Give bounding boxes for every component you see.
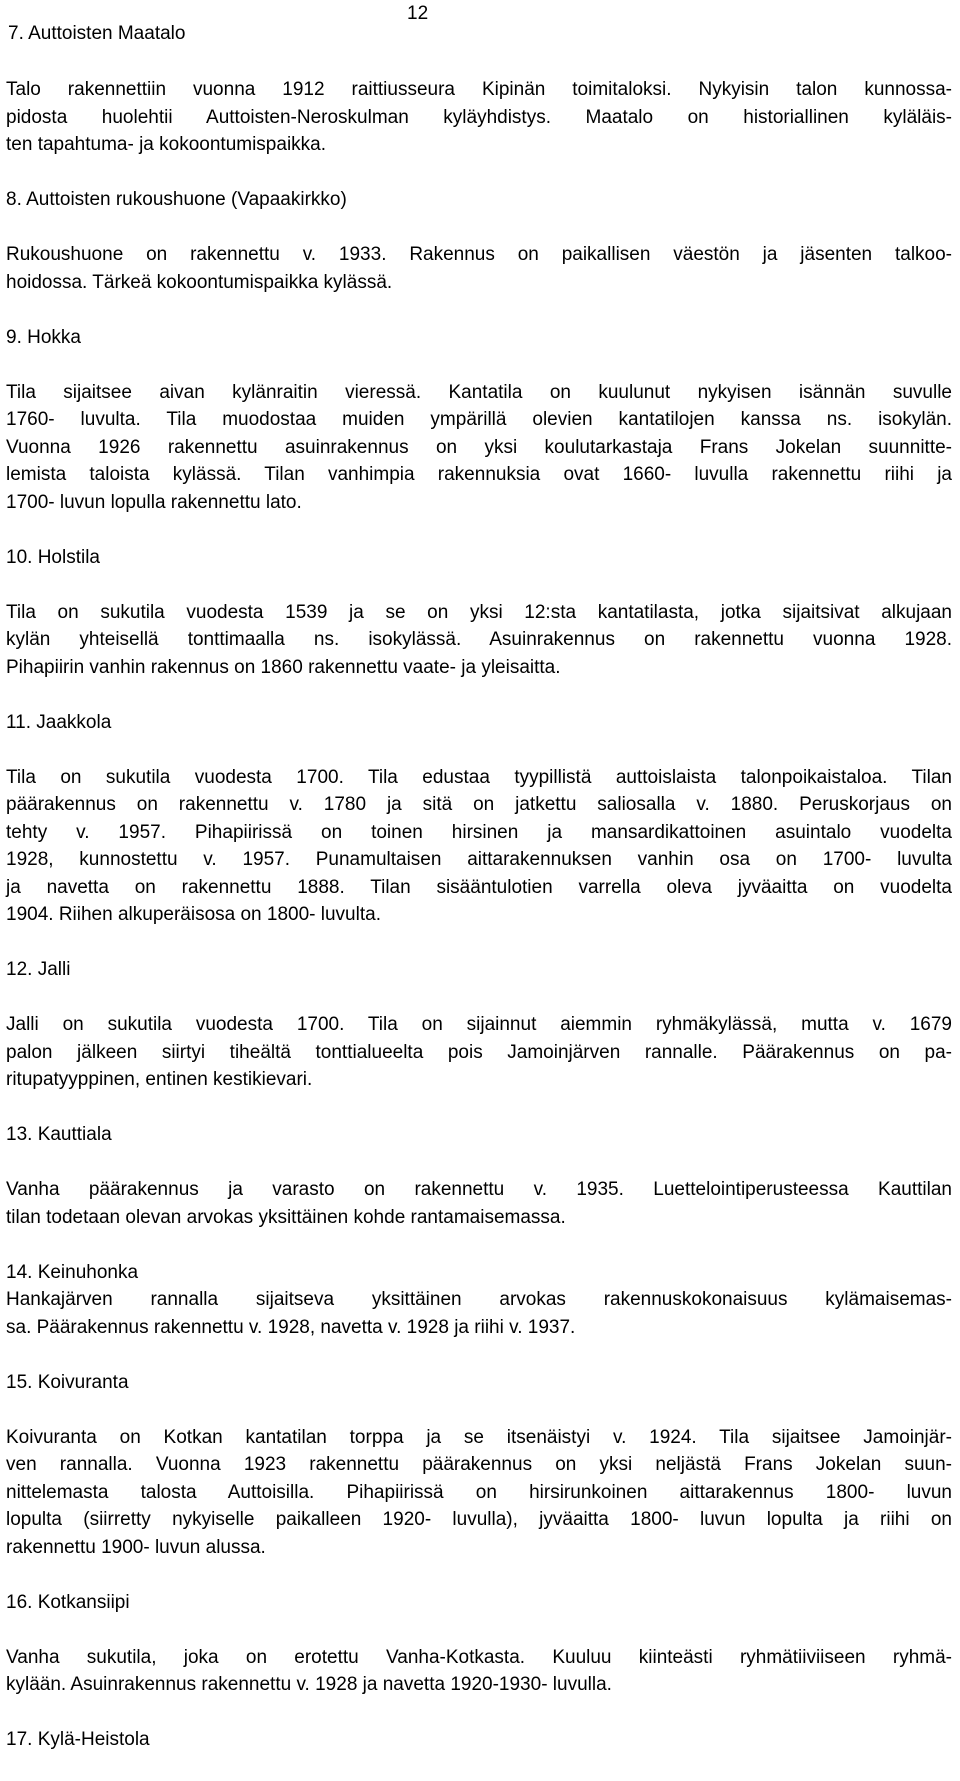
paragraph-line: ten tapahtuma- ja kokoontumispaikka. [6,134,327,155]
paragraph-line: Vanha sukutila, joka on erotettu Vanha-Kotkasta. Kuuluu kiinteästi ryhmätiiviiseen ryhmä- [6,1646,952,1668]
paragraph-line: Pihapiirin vanhin rakennus on 1860 rakennettu vaate- ja yleisaitta. [6,656,561,678]
paragraph-line: Tila sijaitsee aivan kylänraitin vieressä. Kantatila on kuulunut nykyisen isännän suvulle [6,381,952,403]
section-heading: 10. Holstila [6,546,100,568]
section-heading: 8. Auttoisten rukoushuone (Vapaakirkko) [6,189,347,210]
paragraph-line: kylään. Asuinrakennus rakennettu v. 1928 ja navetta 1920-1930- luvulla. [6,1674,612,1695]
section-paragraph [6,599,952,682]
section-paragraph [6,241,952,296]
section-heading: 12. Jalli [6,959,71,980]
paragraph-line: Tila on sukutila vuodesta 1700. Tila edustaa tyypillistä auttoislaista talonpoikaistaloa. Tilan [6,766,952,788]
paragraph-line: ja navetta on rakennettu 1888. Tilan sisääntulotien varrella oleva jyväaitta on vuodelta [6,876,952,898]
section-paragraph [6,76,952,159]
paragraph-line: 1760- luvulta. Tila muodostaa muiden ympärillä olevien kantatilojen kanssa ns. isokylän. [6,409,952,430]
paragraph-line: Rukoushuone on rakennettu v. 1933. Rakennus on paikallisen väestön ja jäsenten talkoo- [6,244,952,265]
paragraph-line: Koivuranta on Kotkan kantatilan torppa ja se itsenäistyi v. 1924. Tila sijaitsee Jamoinjär- [6,1426,952,1448]
paragraph-line: Hankajärven rannalla sijaitseva yksittäinen arvokas rakennuskokonaisuus kylämaisemas- [6,1289,952,1310]
paragraph-line: ritupatyyppinen, entinen kestikievari. [6,1069,313,1090]
paragraph-line: Talo rakennettiin vuonna 1912 raittiusseura Kipinän toimitaloksi. Nykyisin talon kunnossa- [6,79,952,100]
paragraph-line: lopulta (siirretty nykyiselle paikalleen 1920- luvulla), jyväaitta 1800- luvun lopulta ja riihi on [6,1509,952,1530]
section-heading: 9. Hokka [6,326,81,348]
section-paragraph [6,1286,952,1341]
paragraph-line: tehty v. 1957. Pihapiirissä on toinen hirsinen ja mansardikattoinen asuintalo vuodelta [6,821,952,843]
section-heading: 13. Kauttiala [6,1124,112,1145]
paragraph-line: Jalli on sukutila vuodesta 1700. Tila on sijainnut aiemmin ryhmäkylässä, mutta v. 1679 [6,1014,952,1035]
paragraph-line: Vanha päärakennus ja varasto on rakennettu v. 1935. Luettelointiperusteessa Kauttilan [6,1179,952,1200]
paragraph-line: ven rannalla. Vuonna 1923 rakennettu päärakennus on yksi neljästä Frans Jokelan suun- [6,1454,952,1475]
page-number: 12 [407,3,429,24]
paragraph-line: hoidossa. Tärkeä kokoontumispaikka kylässä. [6,271,393,293]
section-paragraph [6,1176,952,1231]
paragraph-line: Tila on sukutila vuodesta 1539 ja se on yksi 12:sta kantatilasta, jotka sijaitsivat alkujaan [6,601,952,623]
paragraph-line: tilan todetaan olevan arvokas yksittäinen kohde rantamaisemassa. [6,1206,566,1228]
paragraph-line: lemista taloista kylässä. Tilan vanhimpia rakennuksia ovat 1660- luvulla rakennettu riihi ja [6,464,952,485]
paragraph-line: 1700- luvun lopulla rakennettu lato. [6,491,302,513]
section-paragraph [6,1644,952,1699]
paragraph-line: kylän yhteisellä tonttimaalla ns. isokylässä. Asuinrakennus on rakennettu vuonna 1928. [6,629,952,650]
section-heading: 15. Koivuranta [6,1371,129,1393]
paragraph-line: nittelemasta talosta Auttoisilla. Pihapiirissä on hirsirunkoinen aittarakennus 1800- luvun [6,1481,952,1503]
section-paragraph [6,1011,952,1094]
section-heading: 16. Kotkansiipi [6,1591,130,1613]
paragraph-line: päärakennus on rakennettu v. 1780 ja sitä on jatkettu saliosalla v. 1880. Peruskorjaus on [6,794,952,815]
section-paragraph [6,379,952,517]
paragraph-line: pidosta huolehtii Auttoisten-Neroskulman kyläyhdistys. Maatalo on historiallinen kyläläis- [6,106,952,128]
section-heading: 17. Kylä-Heistola [6,1729,150,1750]
section-paragraph [6,764,952,929]
section-heading: 14. Keinuhonka [6,1261,139,1283]
paragraph-line: Vuonna 1926 rakennettu asuinrakennus on yksi koulutarkastaja Frans Jokelan suunnitte- [6,436,952,458]
paragraph-line: 1904. Riihen alkuperäisosa on 1800- luvulta. [6,904,381,925]
paragraph-line: 1928, kunnostettu v. 1957. Punamultaisen aittarakennuksen vanhin osa on 1700- luvulta [6,849,952,870]
section-heading: 11. Jaakkola [6,711,112,733]
paragraph-line: rakennettu 1900- luvun alussa. [6,1536,266,1558]
section-paragraph [6,1424,952,1562]
header-title: 7. Auttoisten Maatalo [8,23,186,44]
running-header [6,0,952,52]
document-page [6,0,952,1781]
paragraph-line: palon jälkeen siirtyi tiheältä tonttialueelta pois Jamoinjärven rannalle. Päärakennus on pa- [6,1041,952,1063]
paragraph-line: sa. Päärakennus rakennettu v. 1928, navetta v. 1928 ja riihi v. 1937. [6,1316,576,1338]
document-body [6,76,952,1754]
